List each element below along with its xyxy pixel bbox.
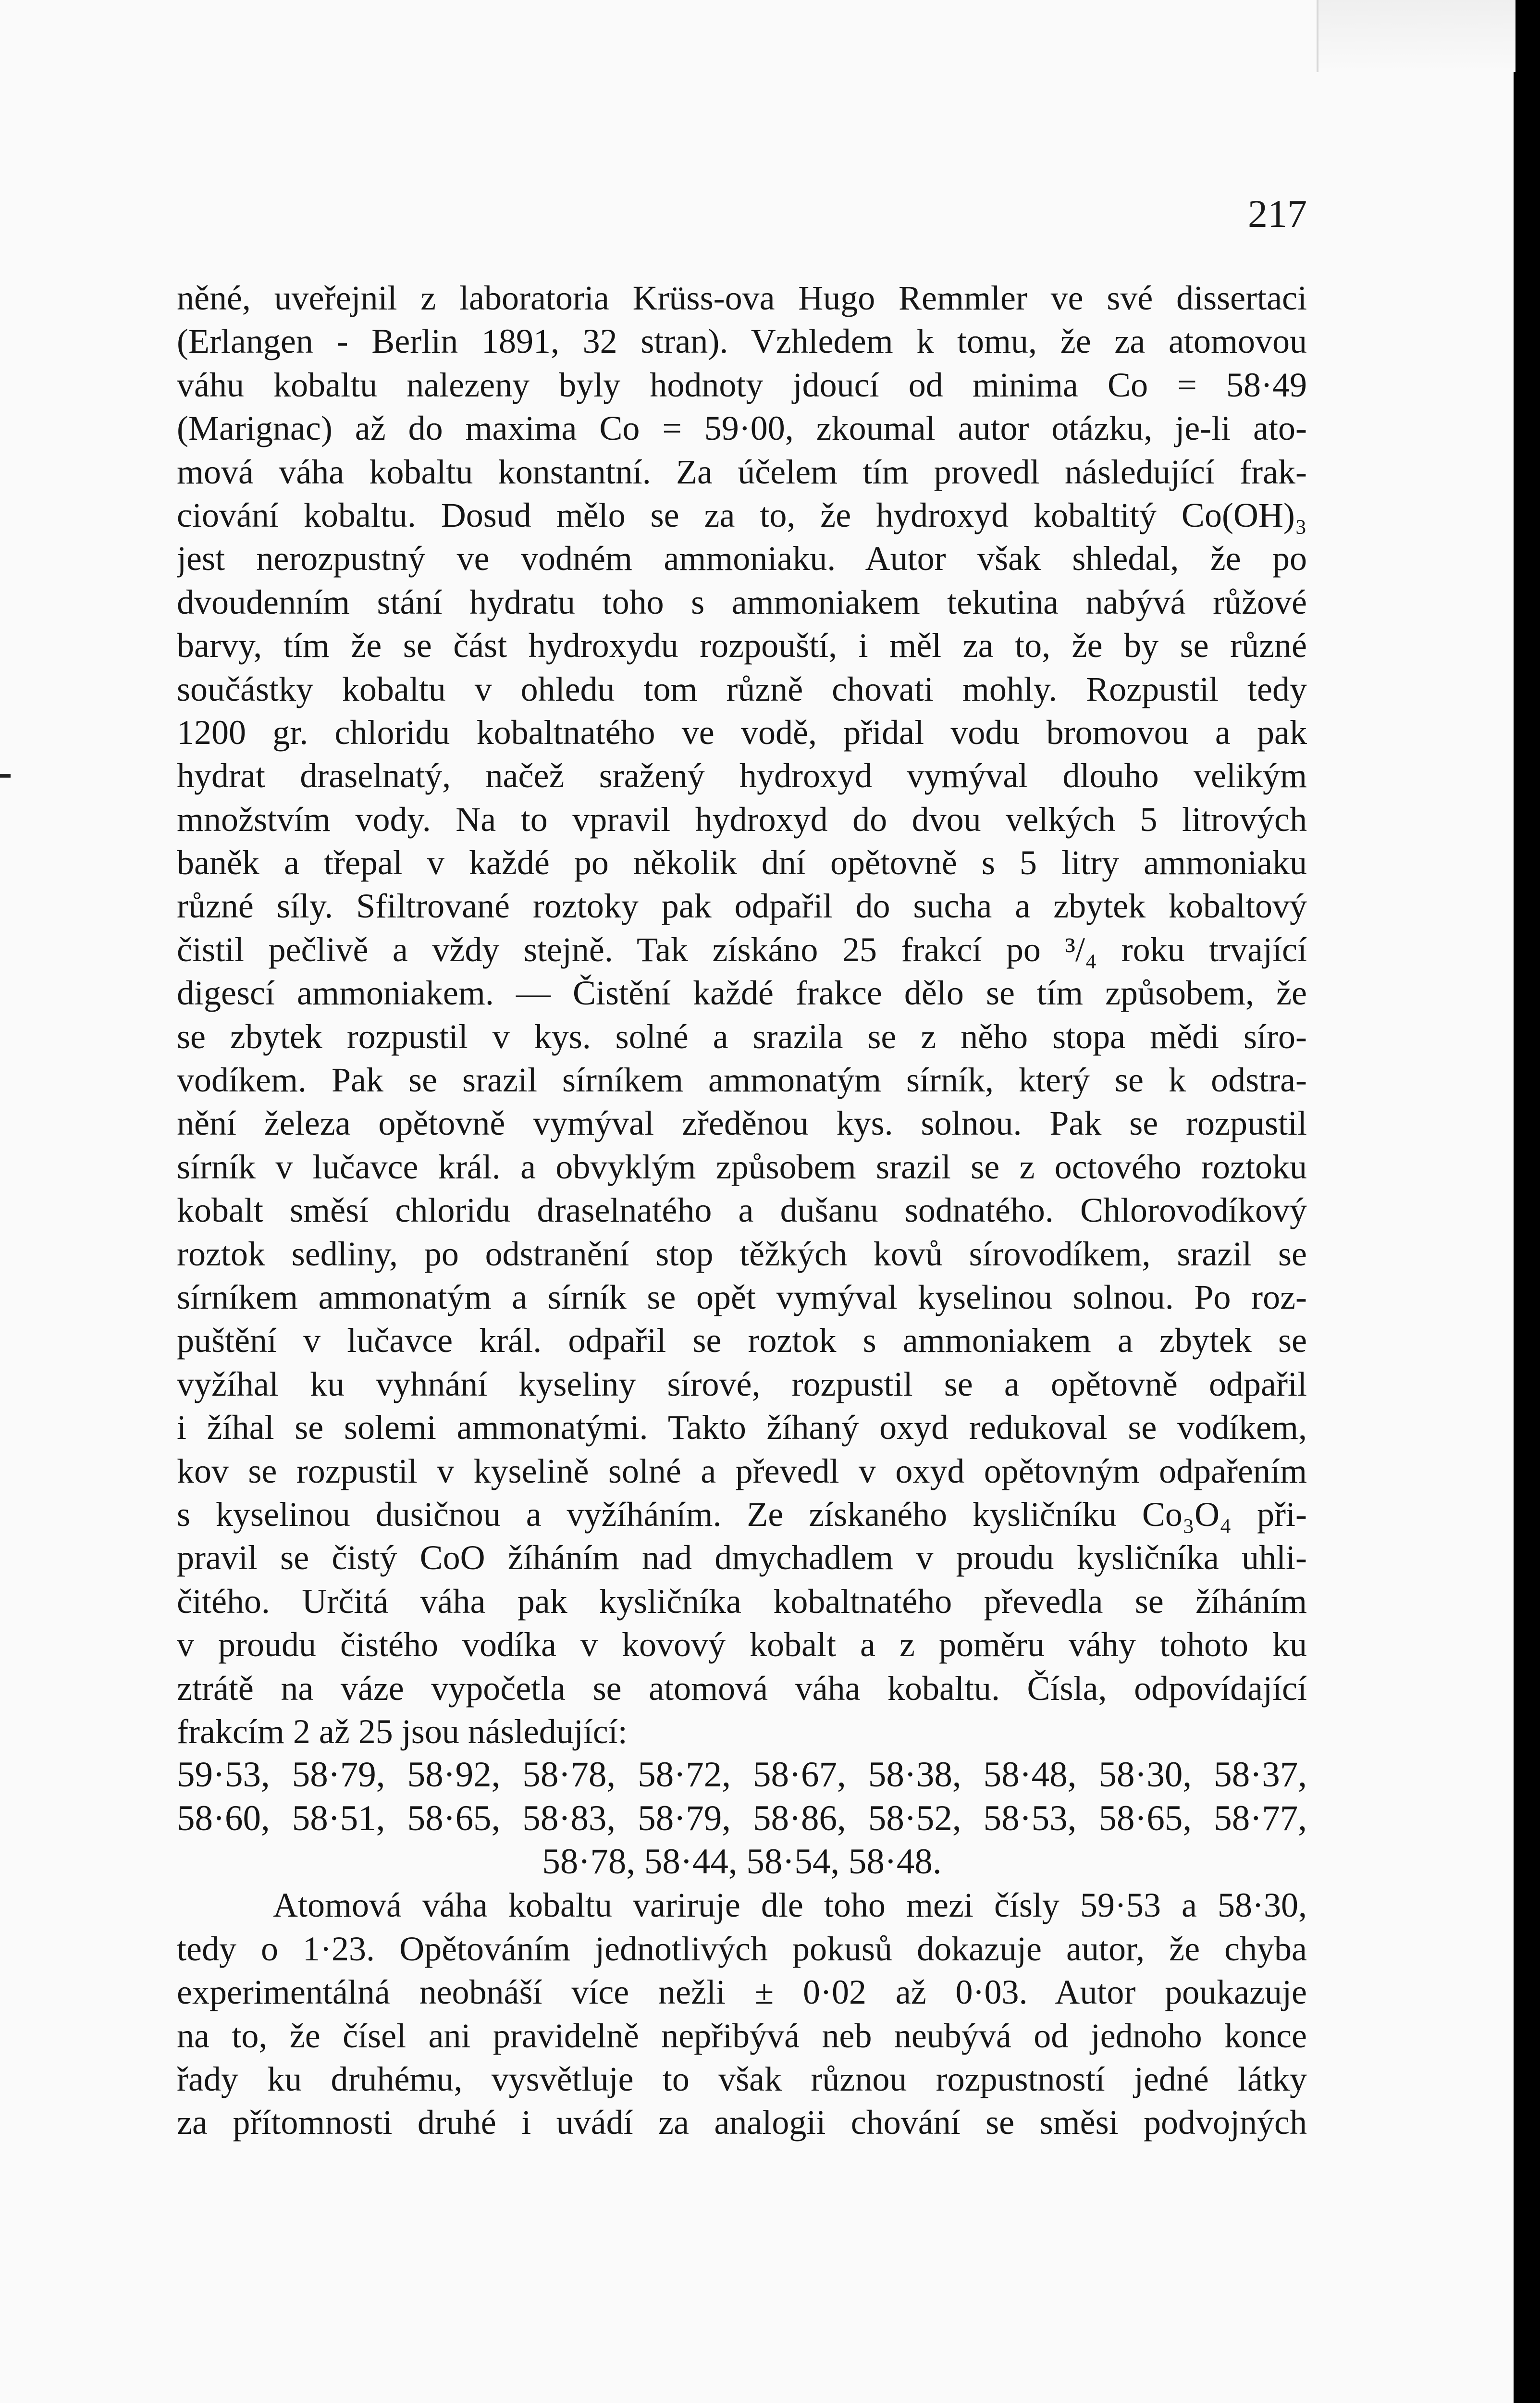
text-line: experimentálná neobnáší více nežli ± 0·02 až 0·03. Autor poukazuje: [177, 1973, 1307, 2012]
text-line: ztrátě na váze vypočetla se atomová váha kobaltu. Čísla, odpovídající: [177, 1669, 1307, 1708]
text-line: mová váha kobaltu konstantní. Za účelem tím provedl následující frak-: [177, 452, 1307, 491]
text-line: (Marignac) až do maxima Co = 59·00, zkoumal autor otázku, je-li ato-: [177, 409, 1307, 448]
page-edge-shadow: [1317, 0, 1515, 72]
text-line: s kyselinou dusičnou a vyžíháním. Ze získaného kysličníku Co₃O₄ při-: [177, 1495, 1307, 1534]
text-line: vodíkem. Pak se srazil sírníkem ammonatým sírník, který se k odstra-: [177, 1061, 1307, 1100]
text-line: sírník v lučavce král. a obvyklým způsobem srazil se z octového roztoku: [177, 1147, 1307, 1186]
text-line: frakcím 2 až 25 jsou následující:: [177, 1712, 628, 1751]
text-line: kov se rozpustil v kyselině solné a převedl v oxyd opětovným odpařením: [177, 1451, 1307, 1490]
body-text: [177, 276, 1307, 2144]
text-line: nění železa opětovně vymýval zředěnou kys. solnou. Pak se rozpustil: [177, 1104, 1307, 1143]
text-line: tedy o 1·23. Opětováním jednotlivých pokusů dokazuje autor, že chyba: [177, 1929, 1307, 1968]
text-line: baněk a třepal v každé po několik dní opětovně s 5 litry ammoniaku: [177, 843, 1307, 882]
text-line: puštění v lučavce král. odpařil se roztok s ammoniakem a zbytek se: [177, 1321, 1307, 1360]
text-line: čitého. Určitá váha pak kysličníka kobaltnatého převedla se žíháním: [177, 1582, 1307, 1621]
text-line: váhu kobaltu nalezeny byly hodnoty jdoucí od minima Co = 58·49: [177, 365, 1307, 404]
text-line: Atomová váha kobaltu variruje dle toho mezi čísly 59·53 a 58·30,: [273, 1886, 1307, 1925]
text-line: (Erlangen - Berlin 1891, 32 stran). Vzhledem k tomu, že za atomovou: [177, 322, 1307, 361]
text-line: pravil se čistý CoO žíháním nad dmychadlem v proudu kysličníka uhli-: [177, 1538, 1307, 1577]
text-line: barvy, tím že se část hydroxydu rozpouští, i měl za to, že by se různé: [177, 626, 1307, 665]
text-line: čistil pečlivě a vždy stejně. Tak získáno 25 frakcí po ³/₄ roku trvající: [177, 930, 1307, 969]
text-line: množstvím vody. Na to vpravil hydroxyd do dvou velkých 5 litrových: [177, 800, 1307, 839]
values-line: 58·78, 58·44, 58·54, 58·48.: [542, 1842, 942, 1882]
values-line: 58·60, 58·51, 58·65, 58·83, 58·79, 58·86, 58·52, 58·53, 58·65, 58·77,: [177, 1798, 1307, 1838]
text-line: v proudu čistého vodíka v kovový kobalt a z poměru váhy tohoto ku: [177, 1625, 1307, 1664]
text-line: za přítomnosti druhé i uvádí za analogii chování se směsi podvojných: [177, 2103, 1307, 2142]
text-line: roztok sedliny, po odstranění stop těžkých kovů sírovodíkem, srazil se: [177, 1234, 1307, 1273]
text-line: ciování kobaltu. Dosud mělo se za to, že hydroxyd kobaltitý Co(OH)₃: [177, 495, 1307, 534]
text-line: součástky kobaltu v ohledu tom různě chovati mohly. Rozpustil tedy: [177, 669, 1307, 708]
text-line: jest nerozpustný ve vodném ammoniaku. Autor však shledal, že po: [177, 539, 1307, 578]
text-line: něné, uveřejnil z laboratoria Krüss-ova Hugo Remmler ve své dissertaci: [177, 279, 1307, 317]
text-line: dvoudenním stání hydratu toho s ammoniakem tekutina nabývá růžové: [177, 582, 1307, 621]
text-line: kobalt směsí chloridu draselnatého a dušanu sodnatého. Chlorovodíkový: [177, 1191, 1307, 1230]
text-line: vyžíhal ku vyhnání kyseliny sírové, rozpustil se a opětovně odpařil: [177, 1364, 1307, 1403]
text-line: digescí ammoniakem. — Čistění každé frakce dělo se tím způsobem, že: [177, 974, 1307, 1013]
text-line: 1200 gr. chloridu kobaltnatého ve vodě, přidal vodu bromovou a pak: [177, 713, 1307, 752]
text-line: sírníkem ammonatým a sírník se opět vymýval kyselinou solnou. Po roz-: [177, 1277, 1307, 1316]
text-line: hydrat draselnatý, načež sražený hydroxyd vymýval dlouho velikým: [177, 756, 1307, 795]
page-number: 217: [1248, 192, 1307, 235]
text-line: na to, že čísel ani pravidelně nepřibývá neb neubývá od jednoho konce: [177, 2016, 1307, 2055]
binding-mark: [0, 774, 11, 778]
text-line: i žíhal se solemi ammonatými. Takto žíhaný oxyd redukoval se vodíkem,: [177, 1408, 1307, 1447]
text-line: se zbytek rozpustil v kys. solné a srazila se z něho stopa mědi sírо-: [177, 1017, 1307, 1056]
values-line: 59·53, 58·79, 58·92, 58·78, 58·72, 58·67, 58·38, 58·48, 58·30, 58·37,: [177, 1755, 1307, 1795]
text-line: různé síly. Sfiltrované roztoky pak odpařil do sucha a zbytek kobaltový: [177, 887, 1307, 926]
text-line: řady ku druhému, vysvětluje to však různou rozpustností jedné látky: [177, 2060, 1307, 2099]
